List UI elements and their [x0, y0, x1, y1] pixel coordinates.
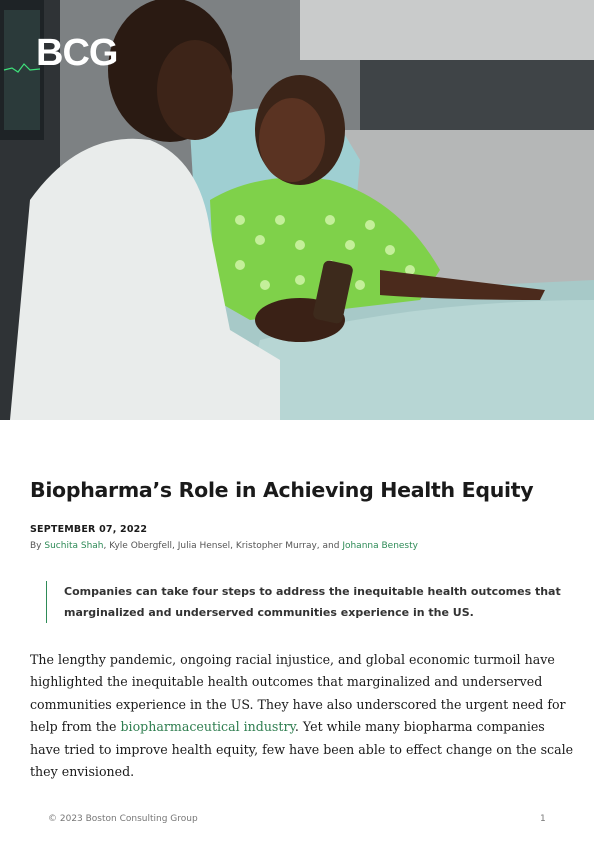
article-summary: Companies can take four steps to address the inequitable health outcomes that marginalized and underserved communities experience in the US.: [46, 581, 564, 623]
byline: [30, 541, 418, 551]
bcg-logo: BCG: [36, 32, 118, 74]
byline-prefix: By: [30, 541, 45, 551]
biopharmaceutical-industry-link[interactable]: biopharmaceutical industry: [120, 719, 295, 735]
article-body: [30, 649, 575, 783]
footer-copyright: © 2023 Boston Consulting Group: [48, 814, 198, 824]
publish-date: SEPTEMBER 07, 2022: [30, 524, 148, 535]
hero-image: [0, 0, 594, 420]
body-text-part2: . Yet while many biopharma companies have tried to improve health equity, few have been able to effect change on the scale they envisioned.: [30, 719, 574, 780]
article-title: Biopharma’s Role in Achieving Health Equity: [30, 478, 534, 502]
body-text-part1: The lengthy pandemic, ongoing racial injustice, and global economic turmoil have highlighted the inequitable health outcomes that marginalized and underserved communities experience in the US. They have also underscored the urgent need for help from the: [30, 652, 566, 735]
byline-authors: , Kyle Obergfell, Julia Hensel, Kristopher Murray, and: [103, 541, 343, 551]
author-link-suchita-shah[interactable]: Suchita Shah: [44, 541, 104, 551]
page-number: 1: [540, 814, 546, 824]
author-link-johanna-benesty[interactable]: Johanna Benesty: [342, 541, 418, 551]
